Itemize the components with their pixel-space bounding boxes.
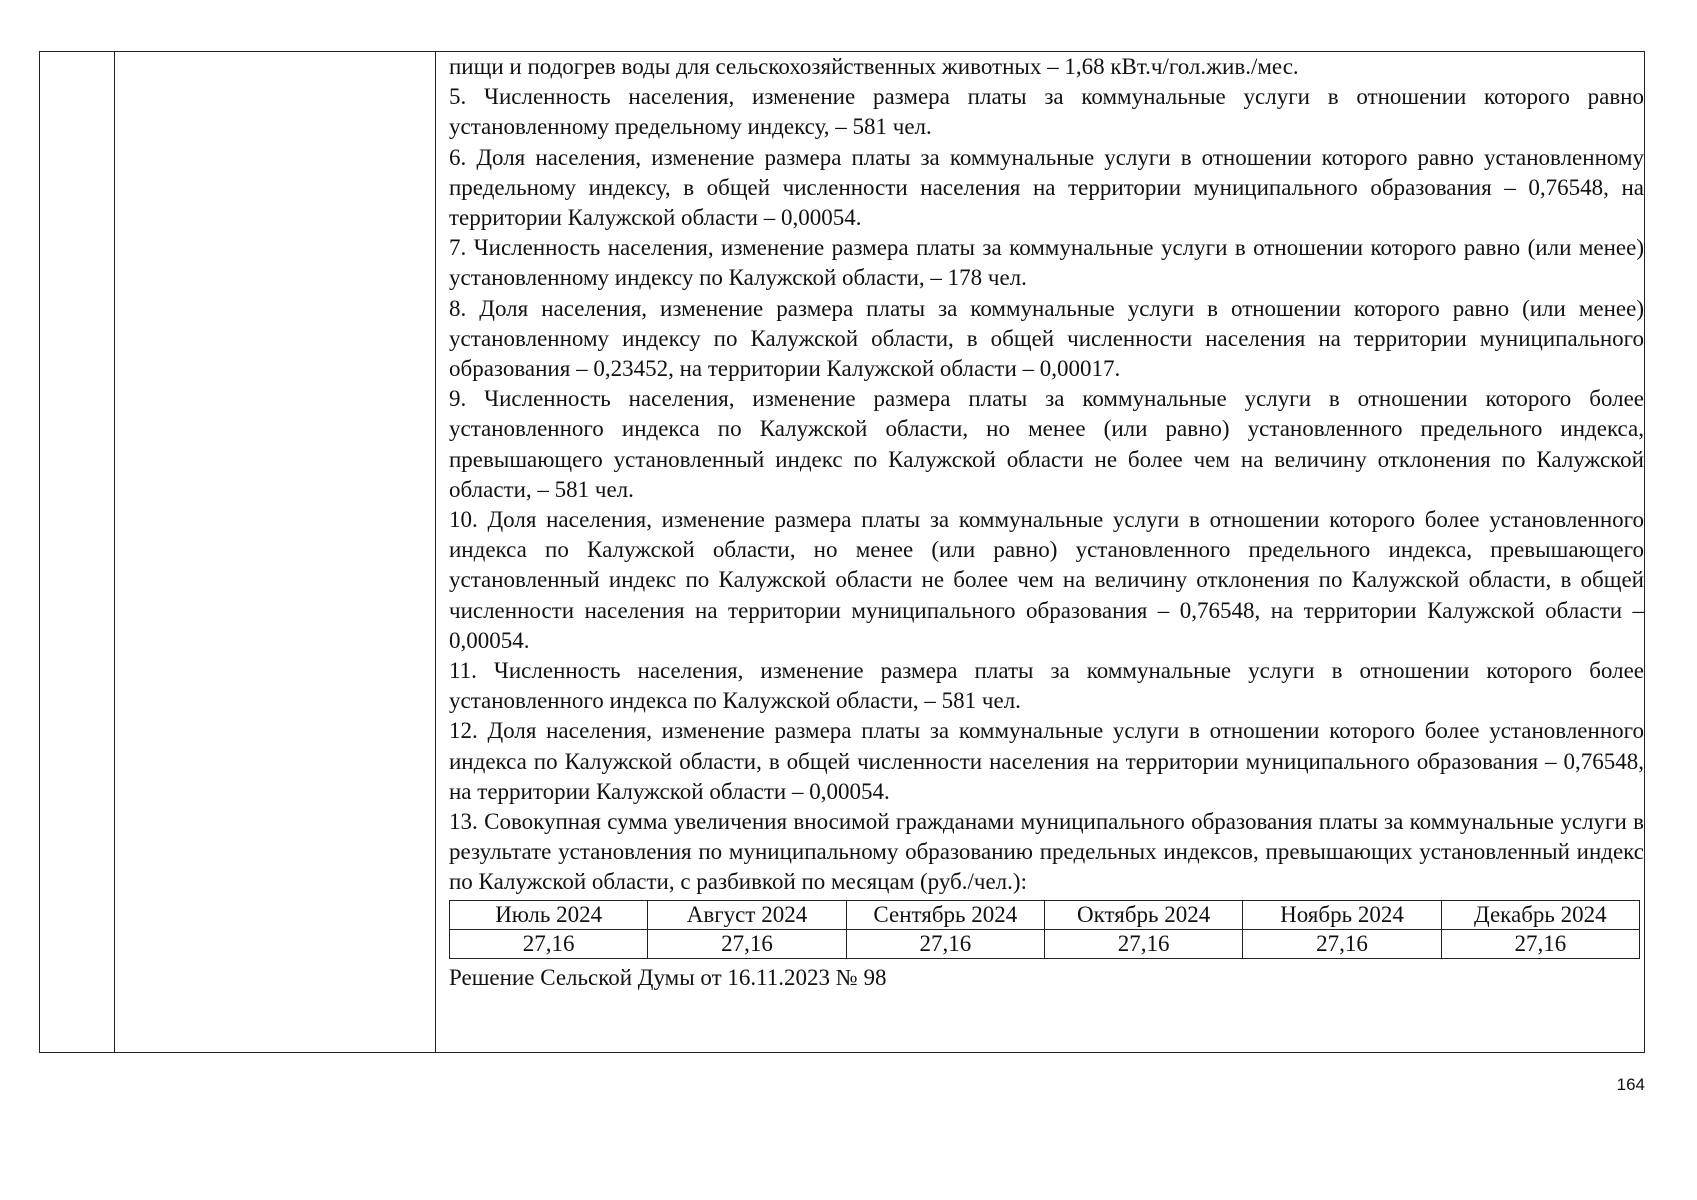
paragraph-continuation: пищи и подогрев воды для сельскохозяйственных животных – 1,68 кВт.ч/гол.жив./мес. (449, 54, 1299, 79)
amount-cell: 27,16 (846, 929, 1044, 958)
month-header: Ноябрь 2024 (1243, 900, 1441, 929)
column-divider-2 (435, 52, 436, 1052)
paragraph-item-9: 9. Численность населения, изменение размера платы за коммунальные услуги в отношении которого более установленного индекса по Калужской области, но менее (или равно) установленного предельного индекса, превышающего установленный индекс по Калужской области не более чем на величину отклонения по Калужской области, – 581 чел. (449, 386, 1644, 502)
month-header: Сентябрь 2024 (846, 900, 1044, 929)
content-cell (449, 52, 1644, 993)
paragraph-item-13: 13. Совокупная сумма увеличения вносимой гражданами муниципального образования платы за коммунальные услуги в результате установления по муниципальному образованию предельных индексов, превышающих установленный индекс по Калужской области, с разбивкой по месяцам (руб./чел.): (449, 809, 1644, 895)
month-header: Август 2024 (648, 900, 846, 929)
paragraph-item-11: 11. Численность населения, изменение размера платы за коммунальные услуги в отношении которого более установленного индекса по Калужской области, – 581 чел. (449, 658, 1644, 714)
month-header: Июль 2024 (450, 900, 648, 929)
amount-cell: 27,16 (1044, 929, 1242, 958)
amount-cell: 27,16 (1243, 929, 1441, 958)
amount-cell: 27,16 (648, 929, 846, 958)
page-number: 164 (1616, 1075, 1645, 1094)
paragraph-item-7: 7. Численность населения, изменение размера платы за коммунальные услуги в отношении которого равно (или менее) установленному индексу по Калужской области, – 178 чел. (449, 235, 1644, 291)
table-row (450, 929, 1640, 958)
month-header: Октябрь 2024 (1044, 900, 1242, 929)
paragraph-item-6: 6. Доля населения, изменение размера платы за коммунальные услуги в отношении которого равно установленному предельному индексу, в общей численности населения на территории муниципального образования – 0,76548, на территории Калужской области – 0,00054. (449, 144, 1644, 231)
paragraph-item-8: 8. Доля населения, изменение размера платы за коммунальные услуги в отношении которого равно (или менее) установленному индексу по Калужской области, в общей численности населения на территории муниципального образования – 0,23452, на территории Калужской области – 0,00017. (449, 295, 1644, 382)
month-header: Декабрь 2024 (1441, 900, 1639, 929)
monthly-amounts-table (449, 900, 1640, 959)
amount-cell: 27,16 (450, 929, 648, 958)
paragraph-item-5: 5. Численность населения, изменение размера платы за коммунальные услуги в отношении которого равно установленному предельному индексу, – 581 чел. (449, 84, 1644, 140)
paragraph-item-12: 12. Доля населения, изменение размера платы за коммунальные услуги в отношении которого более установленного индекса по Калужской области, в общей численности населения на территории муниципального образования – 0,76548, на территории Калужской области – 0,00054. (449, 718, 1644, 804)
table-header-row (450, 900, 1640, 929)
paragraph-item-10: 10. Доля населения, изменение размера платы за коммунальные услуги в отношении которого более установленного индекса по Калужской области, но менее (или равно) установленного предельного индекса, превышающего установленный индекс по Калужской области не более чем на величину отклонения по Калужской области, в общей численности населения на территории муниципального образования – 0,76548, на территории Калужской области – 0,00054. (449, 507, 1644, 653)
amount-cell: 27,16 (1441, 929, 1639, 958)
decision-reference: Решение Сельской Думы от 16.11.2023 № 98 (449, 964, 887, 990)
column-divider-1 (114, 52, 115, 1052)
